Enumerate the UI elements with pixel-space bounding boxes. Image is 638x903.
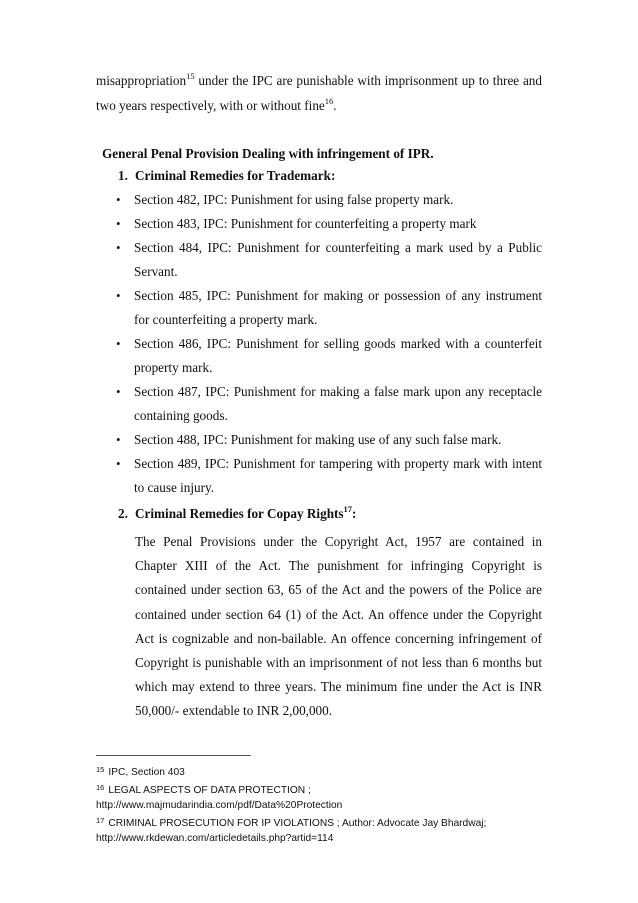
- footnote-text: IPC, Section 403: [108, 767, 185, 778]
- footnote-17-url[interactable]: http://www.rkdewan.com/articledetails.php?artid=114: [96, 833, 334, 844]
- footnote-text: CRIMINAL PROSECUTION FOR IP VIOLATIONS ; Author: Advocate Jay Bhardwaj;: [108, 818, 487, 829]
- footnote-15: [96, 762, 566, 780]
- bullet-icon: •: [116, 216, 121, 231]
- intro-paragraph: [96, 68, 542, 118]
- list-item: [96, 188, 542, 212]
- footnote-number: 15: [96, 765, 105, 774]
- footnotes: [96, 762, 566, 846]
- footnote-ref-15[interactable]: 15: [186, 71, 195, 81]
- footnote-number: 17: [96, 816, 105, 825]
- bullet-icon: •: [116, 336, 121, 351]
- footnote-17: [96, 813, 566, 831]
- list-item: [96, 428, 542, 452]
- list-item: [96, 236, 542, 284]
- list-item: [96, 284, 542, 332]
- list-item-text: Section 487, IPC: Punishment for making a false mark upon any receptacle containing goods.: [134, 384, 542, 423]
- bullet-icon: •: [116, 456, 121, 471]
- footnote-text: LEGAL ASPECTS OF DATA PROTECTION ;: [108, 785, 311, 796]
- bullet-icon: •: [116, 384, 121, 399]
- list-item-text: Section 488, IPC: Punishment for making use of any such false mark.: [134, 432, 502, 447]
- copyright-paragraph: The Penal Provisions under the Copyright Act, 1957 are contained in Chapter XIII of the Act. The punishment for infringing Copyright is contained under section 63, 65 of the Act and the powers of the Police are contained under section 64 (1) of the Act. An offence under the Copyright Act is cognizable and non-bailable. An offence concerning infringement of Copyright is punishable with an imprisonment of not less than 6 months but which may extend to three years. The minimum fine under the Act is INR 50,000/- extendable to INR 2,00,000.: [135, 534, 542, 719]
- trademark-section-list: [96, 188, 542, 500]
- heading-colon: :: [352, 506, 357, 521]
- heading-number: 1.: [118, 168, 128, 183]
- list-item-text: Section 489, IPC: Punishment for tampering with property mark with intent to cause injury.: [134, 456, 542, 495]
- heading-text: Criminal Remedies for Trademark:: [135, 168, 336, 183]
- bullet-icon: •: [116, 192, 121, 207]
- bullet-icon: •: [116, 240, 121, 255]
- heading-number: 2.: [118, 506, 128, 521]
- footnote-separator: [96, 755, 251, 756]
- list-item-text: Section 486, IPC: Punishment for selling goods marked with a counterfeit property mark.: [134, 336, 542, 375]
- bullet-icon: •: [116, 432, 121, 447]
- footnote-16: [96, 780, 566, 798]
- list-item-text: Section 484, IPC: Punishment for counterfeiting a mark used by a Public Servant.: [134, 240, 542, 279]
- intro-text-2: under the IPC are punishable with imprisonment up to three and two years respectively, with or without fine: [96, 73, 542, 113]
- list-item-text: Section 485, IPC: Punishment for making or possession of any instrument for counterfeiting a property mark.: [134, 288, 542, 327]
- list-item-text: Section 482, IPC: Punishment for using false property mark.: [134, 192, 454, 207]
- intro-text-1: misappropriation: [96, 73, 187, 88]
- footnote-ref-16[interactable]: 16: [324, 96, 334, 106]
- heading-copyright: [118, 506, 356, 522]
- section-title: General Penal Provision Dealing with infringement of IPR.: [102, 146, 434, 161]
- list-item: [96, 380, 542, 428]
- footnote-number: 16: [96, 783, 105, 792]
- footnote-ref-17[interactable]: 17: [343, 504, 353, 514]
- footnote-16-url[interactable]: http://www.majmudarindia.com/pdf/Data%20Protection: [96, 800, 343, 811]
- list-item: [96, 212, 542, 236]
- bullet-icon: •: [116, 288, 121, 303]
- list-item: [96, 452, 542, 500]
- heading-trademark: [118, 168, 335, 184]
- heading-text: Criminal Remedies for Copay Rights: [135, 506, 344, 521]
- list-item: [96, 332, 542, 380]
- list-item-text: Section 483, IPC: Punishment for counterfeiting a property mark: [134, 216, 477, 231]
- intro-text-3: .: [333, 98, 337, 113]
